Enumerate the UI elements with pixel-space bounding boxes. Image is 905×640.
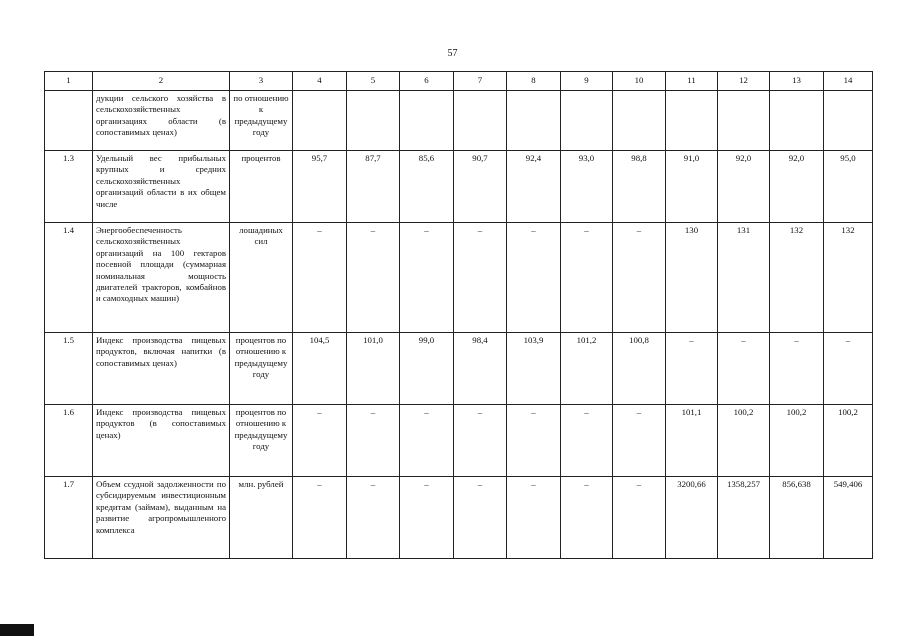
value-cell: – [507,223,561,333]
header-cell: 14 [824,72,873,91]
value-cell: – [400,405,454,477]
header-cell: 8 [507,72,561,91]
value-cell [400,91,454,151]
value-cell: 100,8 [613,333,666,405]
value-cell [770,91,824,151]
unit-cell: лошадиных сил [230,223,293,333]
value-cell: 100,2 [718,405,770,477]
indicator-name: Энергообеспеченность сельскохозяйственных организаций на 100 гектаров посевной площади (суммарная номинальная мощность двигателей тракторов, комбайнов и самоходных машин) [93,223,230,333]
value-cell: 87,7 [347,151,400,223]
header-cell: 3 [230,72,293,91]
header-cell: 2 [93,72,230,91]
value-cell: – [454,405,507,477]
value-cell: 91,0 [666,151,718,223]
value-cell: – [613,405,666,477]
indicators-table [44,71,873,559]
value-cell: 549,406 [824,477,873,559]
value-cell: – [561,405,613,477]
value-cell: 101,2 [561,333,613,405]
value-cell: 101,1 [666,405,718,477]
value-cell: – [824,333,873,405]
value-cell: – [347,223,400,333]
indicator-name: Объем ссудной задолженности по субсидируемым инвестиционным кредитам (займам), выданным на развитие агропромышленного комплекса [93,477,230,559]
value-cell [824,91,873,151]
value-cell [613,91,666,151]
header-cell: 9 [561,72,613,91]
indicator-name: Удельный вес прибыльных крупных и средних сельскохозяйственных организаций области в их общем числе [93,151,230,223]
value-cell [347,91,400,151]
value-cell: 90,7 [454,151,507,223]
value-cell: – [561,477,613,559]
value-cell: 92,0 [718,151,770,223]
value-cell: 98,4 [454,333,507,405]
row-number: 1.5 [45,333,93,405]
value-cell: 99,0 [400,333,454,405]
value-cell: 92,0 [770,151,824,223]
value-cell: 93,0 [561,151,613,223]
value-cell: – [507,405,561,477]
value-cell: – [347,405,400,477]
value-cell [666,91,718,151]
header-cell: 10 [613,72,666,91]
value-cell [293,91,347,151]
value-cell: – [454,477,507,559]
value-cell [507,91,561,151]
value-cell: 95,0 [824,151,873,223]
value-cell: 103,9 [507,333,561,405]
value-cell: – [613,477,666,559]
table-row [45,333,873,405]
value-cell: – [770,333,824,405]
header-cell: 12 [718,72,770,91]
value-cell: – [293,223,347,333]
unit-cell: по отношению к предыдущему году [230,91,293,151]
header-cell: 1 [45,72,93,91]
value-cell: 92,4 [507,151,561,223]
header-cell: 7 [454,72,507,91]
table-row [45,91,873,151]
table-row [45,477,873,559]
row-number: 1.4 [45,223,93,333]
value-cell [454,91,507,151]
unit-cell: млн. рублей [230,477,293,559]
header-cell: 4 [293,72,347,91]
row-number: 1.7 [45,477,93,559]
value-cell: 1358,257 [718,477,770,559]
table-row [45,223,873,333]
value-cell: 3200,66 [666,477,718,559]
table-row [45,151,873,223]
header-cell: 6 [400,72,454,91]
unit-cell: процентов [230,151,293,223]
value-cell: 100,2 [770,405,824,477]
value-cell: 85,6 [400,151,454,223]
value-cell: 101,0 [347,333,400,405]
value-cell: 100,2 [824,405,873,477]
row-number: 1.6 [45,405,93,477]
value-cell: – [718,333,770,405]
value-cell: 130 [666,223,718,333]
header-cell: 13 [770,72,824,91]
value-cell: 856,638 [770,477,824,559]
header-cell: 5 [347,72,400,91]
scan-edge-mark [0,624,34,636]
value-cell: – [293,477,347,559]
value-cell [561,91,613,151]
table-row [45,405,873,477]
value-cell: – [666,333,718,405]
value-cell: – [507,477,561,559]
value-cell: – [347,477,400,559]
value-cell: – [400,477,454,559]
page-number: 57 [447,48,458,59]
value-cell: 98,8 [613,151,666,223]
value-cell: 104,5 [293,333,347,405]
value-cell: – [400,223,454,333]
value-cell [718,91,770,151]
value-cell: – [613,223,666,333]
row-number [45,91,93,151]
indicator-name: дукции сельского хозяйства в сельскохозяйственных организациях области (в сопоставимых ценах) [93,91,230,151]
value-cell: 131 [718,223,770,333]
value-cell: – [561,223,613,333]
unit-cell: процентов по отношению к предыдущему году [230,405,293,477]
row-number: 1.3 [45,151,93,223]
value-cell: 132 [770,223,824,333]
value-cell: – [293,405,347,477]
indicator-name: Индекс производства пищевых продуктов (в сопоставимых ценах) [93,405,230,477]
header-row [45,72,873,91]
value-cell: 95,7 [293,151,347,223]
value-cell: – [454,223,507,333]
value-cell: 132 [824,223,873,333]
unit-cell: процентов по отношению к предыдущему году [230,333,293,405]
header-cell: 11 [666,72,718,91]
indicator-name: Индекс производства пищевых продуктов, включая напитки (в сопоставимых ценах) [93,333,230,405]
